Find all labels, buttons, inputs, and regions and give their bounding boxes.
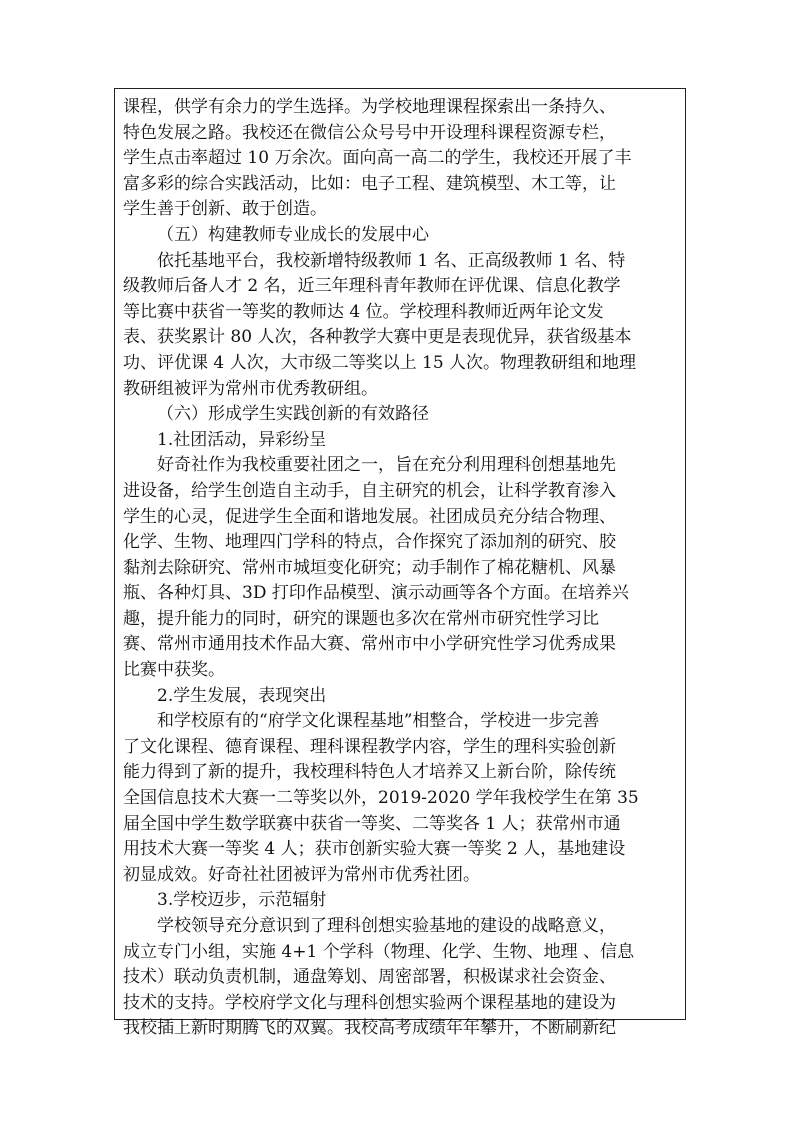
text-line: 能力得到了新的提升，我校理科特色人才培养又上新台阶，除传统 [123,762,616,783]
text-line: 进设备，给学生创造自主动手，自主研究的机会，让科学教育渗入 [123,480,616,501]
text-line: 依托基地平台，我校新增特级教师 1 名、正高级教师 1 名、特 [157,250,626,271]
text-line: 用技术大赛一等奖 4 人；获市创新实验大赛一等奖 2 人，基地建设 [123,839,626,860]
text-line: 化学、生物、地理四门学科的特点，合作探究了添加剂的研究、胶 [123,532,616,553]
text-line: 和学校原有的“府学文化课程基地”相整合，学校进一步完善 [157,711,600,732]
text-line: 比赛中获奖。 [123,660,225,681]
text-line: 全国信息技术大赛一二等奖以外，2019-2020 学年我校学生在第 35 [123,788,639,809]
text-line: 2.学生发展，表现突出 [157,685,327,706]
text-line: 瓶、各种灯具、3D 打印作品模型、演示动画等各个方面。在培养兴 [123,583,629,604]
text-line: 学校领导充分意识到了理科创想实验基地的建设的战略意义， [157,916,616,936]
document-table-cell [114,88,686,1039]
text-line: 3.学校迈步，示范辐射 [157,890,327,911]
text-line: （六）形成学生实践创新的有效路径 [157,404,429,425]
text-line: 1.社团活动，异彩纷呈 [157,429,327,450]
text-line: 学生点击率超过 10 万余次。面向高一高二的学生，我校还开展了丰 [123,148,632,169]
text-line: 教研组被评为常州市优秀教研组。 [123,378,378,399]
text-line: 了文化课程、德育课程、理科课程教学内容，学生的理科实验创新 [123,736,616,757]
text-line: 赛、常州市通用技术作品大赛、常州市中小学研究性学习优秀成果 [123,634,616,655]
text-line: 学生的心灵，促进学生全面和谐地发展。社团成员充分结合物理、 [123,506,616,527]
text-line: 功、评优课 4 人次，大市级二等奖以上 15 人次。物理教研组和地理 [123,352,637,373]
text-line: 趣，提升能力的同时，研究的课题也多次在常州市研究性学习比 [123,608,599,629]
text-line: 富多彩的综合实践活动，比如：电子工程、建筑模型、木工等，让 [123,173,616,194]
document-body [123,95,679,1042]
text-line: 我校插上新时期腾飞的双翼。我校高考成绩年年攀升，不断刷新纪 [123,1018,616,1039]
text-line: （五）构建教师专业成长的发展中心 [157,224,429,245]
text-line: 课程，供学有余力的学生选择。为学校地理课程探索出一条持久、 [123,97,616,117]
text-line: 届全国中学生数学联赛中获省一等奖、二等奖各 1 人；获常州市通 [123,813,621,834]
text-line: 技术）联动负责机制，通盘筹划、周密部署，积极谋求社会资金、 [123,967,616,988]
text-line: 特色发展之路。我校还在微信公众号号中开设理科课程资源专栏， [123,122,616,143]
text-line: 好奇社作为我校重要社团之一，旨在充分利用理科创想基地先 [157,455,616,476]
text-line: 技术的支持。学校府学文化与理科创想实验两个课程基地的建设为 [123,992,616,1013]
text-line: 初显成效。好奇社社团被评为常州市优秀社团。 [123,864,480,885]
text-line: 黏剂去除研究、常州市城垣变化研究；动手制作了棉花糖机、风暴 [123,557,616,578]
text-line: 学生善于创新、敢于创造。 [123,199,327,220]
text-line: 表、获奖累计 80 人次，各种教学大赛中更是表现优异，获省级基本 [123,327,632,348]
text-line: 成立专门小组，实施 4+1 个学科（物理、化学、生物、地理 、信息 [123,941,635,962]
text-line: 等比赛中获省一等奖的教师达 4 位。学校理科教师近两年论文发 [123,301,604,322]
text-line: 级教师后备人才 2 名，近三年理科青年教师在评优课、信息化教学 [123,276,621,297]
